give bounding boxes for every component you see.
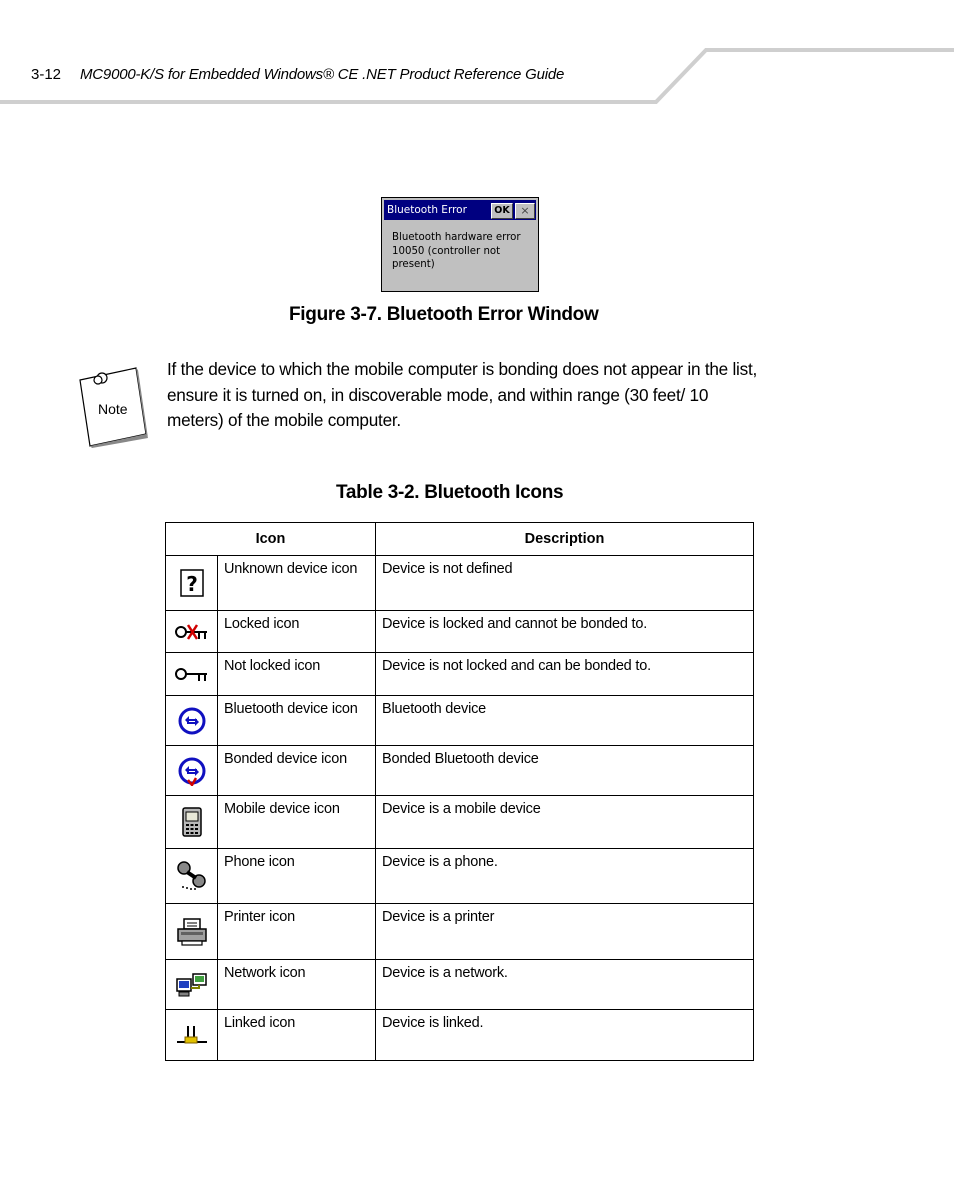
icon-description: Device is a phone. [376, 849, 754, 904]
icon-description: Bluetooth device [376, 696, 754, 746]
note-icon [76, 366, 156, 448]
icon-name: Phone icon [218, 849, 376, 904]
icon-name: Bluetooth device icon [218, 696, 376, 746]
icon-cell [166, 796, 218, 849]
table-row [166, 796, 754, 849]
dialog-title: Bluetooth Error [387, 204, 467, 216]
icon-description: Device is not locked and can be bonded to. [376, 653, 754, 696]
icon-name: Linked icon [218, 1010, 376, 1061]
header-decoration [0, 0, 954, 110]
icon-cell [166, 653, 218, 696]
icon-description: Device is not defined [376, 556, 754, 611]
table-row [166, 904, 754, 960]
note-text: If the device to which the mobile computer is bonding does not appear in the list, ensure it is turned on, in discoverable mode, and within range (30 feet/ 10 meters) of the mobile computer. [167, 359, 758, 430]
question-mark-icon [180, 569, 204, 597]
close-button[interactable]: × [515, 203, 535, 219]
table-row [166, 556, 754, 611]
bluetooth-device-icon [177, 706, 207, 736]
ok-button[interactable]: OK [491, 203, 513, 219]
icon-cell [166, 696, 218, 746]
icon-cell [166, 556, 218, 611]
table-header-row [166, 523, 754, 556]
bonded-device-icon [177, 756, 207, 786]
icon-cell [166, 849, 218, 904]
figure-caption: Figure 3-7. Bluetooth Error Window [289, 304, 599, 325]
key-icon [175, 664, 209, 684]
dialog-title-bar [384, 200, 536, 220]
icon-description: Device is locked and cannot be bonded to. [376, 611, 754, 653]
table-row [166, 746, 754, 796]
icon-name: Unknown device icon [218, 556, 376, 611]
header-icon: Icon [166, 523, 376, 556]
icon-description: Bonded Bluetooth device [376, 746, 754, 796]
icon-name: Not locked icon [218, 653, 376, 696]
icon-description: Device is a printer [376, 904, 754, 960]
page-number: 3-12 [31, 66, 62, 83]
table-row [166, 1010, 754, 1061]
linked-icon [175, 1022, 209, 1048]
bluetooth-error-dialog [381, 197, 539, 292]
icon-name: Mobile device icon [218, 796, 376, 849]
network-icon [175, 971, 209, 999]
icon-description: Device is linked. [376, 1010, 754, 1061]
icon-cell [166, 960, 218, 1010]
icon-cell [166, 611, 218, 653]
note-icon-label: Note [98, 401, 128, 417]
icon-description: Device is a network. [376, 960, 754, 1010]
table-row [166, 696, 754, 746]
bluetooth-icons-table [165, 522, 754, 1061]
icon-cell [166, 1010, 218, 1061]
phone-icon [175, 859, 209, 893]
printer-icon [175, 917, 209, 947]
table-row [166, 653, 754, 696]
running-title: MC9000-K/S for Embedded Windows® CE .NET Product Reference Guide [80, 66, 565, 83]
icon-name: Bonded device icon [218, 746, 376, 796]
icon-description: Device is a mobile device [376, 796, 754, 849]
icon-name: Network icon [218, 960, 376, 1010]
mobile-device-icon [180, 806, 204, 838]
icon-cell [166, 746, 218, 796]
icon-cell [166, 904, 218, 960]
icon-name: Locked icon [218, 611, 376, 653]
icon-name: Printer icon [218, 904, 376, 960]
svg-text:?: ? [185, 572, 198, 596]
table-row [166, 849, 754, 904]
dialog-message: Bluetooth hardware error 10050 (controller not present) [392, 232, 521, 270]
table-row [166, 960, 754, 1010]
locked-key-icon [175, 622, 209, 642]
table-caption: Table 3-2. Bluetooth Icons [336, 482, 564, 503]
header-description: Description [376, 523, 754, 556]
table-row [166, 611, 754, 653]
